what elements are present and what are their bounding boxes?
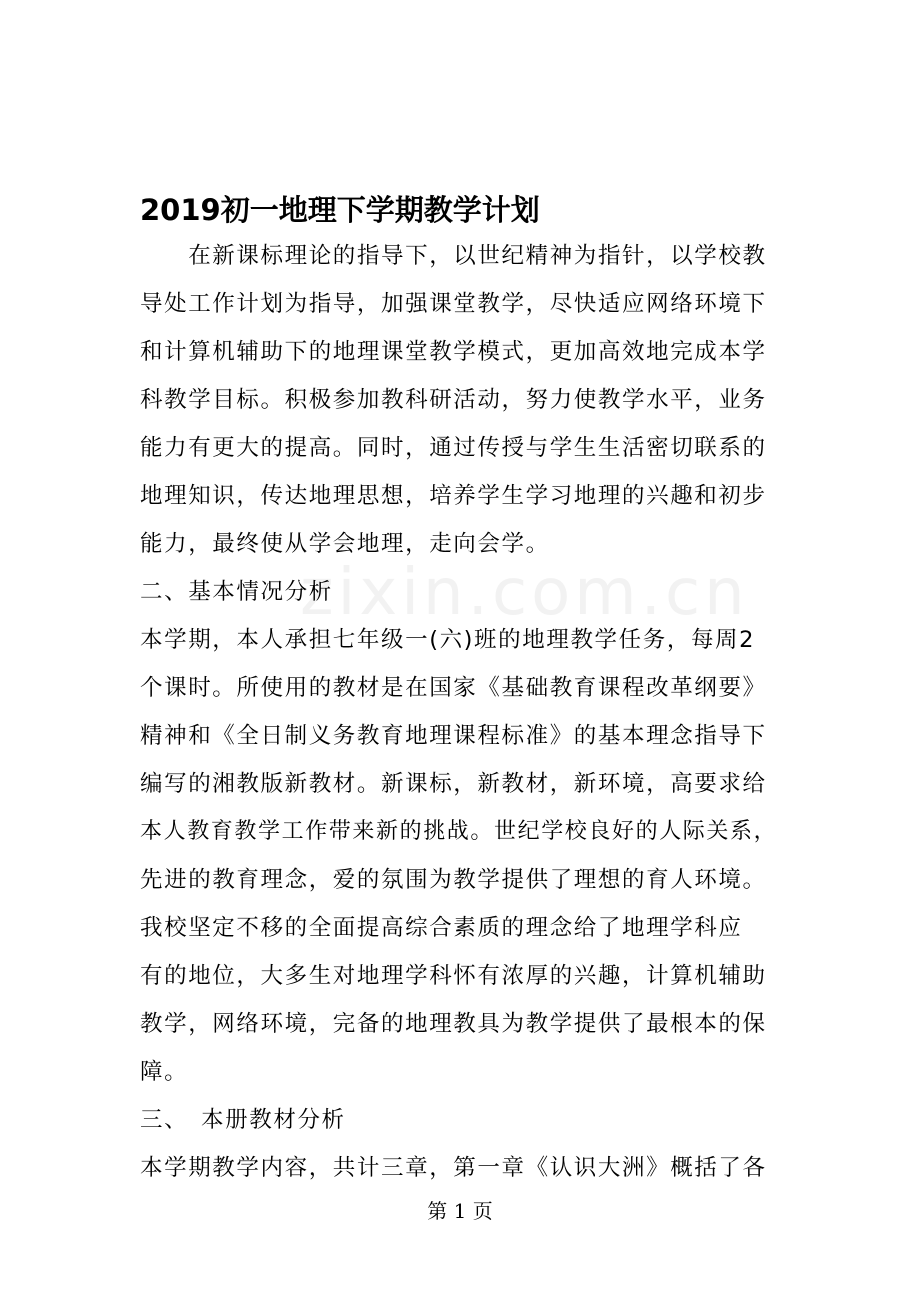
text-line: 有的地位，大多生对地理学科怀有浓厚的兴趣，计算机辅助: [140, 963, 767, 989]
section-heading: 三、 本册教材分析: [140, 1107, 346, 1133]
text-line: 地理知识，传达地理思想，培养学生学习地理的兴趣和初步: [140, 483, 767, 509]
text-line: 我校坚定不移的全面提高综合素质的理念给了地理学科应: [140, 915, 743, 941]
document-title: 2019初一地理下学期教学计划: [140, 193, 540, 227]
text-line: 在新课标理论的指导下，以世纪精神为指针，以学校教: [140, 243, 767, 269]
text-line: 导处工作计划为指导，加强课堂教学，尽快适应网络环境下: [140, 291, 767, 317]
text-line: 教学，网络环境，完备的地理教具为教学提供了最根本的保: [140, 1011, 767, 1037]
section-heading: 二、基本情况分析: [140, 579, 333, 605]
text-line: 本学期教学内容，共计三章，第一章《认识大洲》概括了各: [140, 1155, 767, 1181]
text-line: 科教学目标。积极参加教科研活动，努力使教学水平，业务: [140, 387, 767, 413]
text-line: 本人教育教学工作带来新的挑战。世纪学校良好的人际关系，: [140, 819, 778, 844]
text-line: 障。: [140, 1059, 189, 1085]
text-line: 和计算机辅助下的地理课堂教学模式，更加高效地完成本学: [140, 339, 767, 365]
text-line: 先进的教育理念，爱的氛围为教学提供了理想的育人环境。: [140, 867, 767, 893]
page-number: 第 1 页: [427, 1199, 493, 1223]
text-line: 本学期，本人承担七年级一(六)班的地理教学任务，每周2: [140, 627, 756, 653]
text-line: 能力有更大的提高。同时，通过传授与学生生活密切联系的: [140, 435, 767, 461]
text-line: 编写的湘教版新教材。新课标，新教材，新环境，高要求给: [140, 771, 767, 797]
text-line: 个课时。所使用的教材是在国家《基础教育课程改革纲要》: [140, 675, 767, 701]
watermark: zixin.com.cn: [300, 556, 749, 630]
text-line: 精神和《全日制义务教育地理课程标准》的基本理念指导下: [140, 723, 767, 749]
text-line: 能力，最终使从学会地理，走向会学。: [140, 531, 550, 557]
